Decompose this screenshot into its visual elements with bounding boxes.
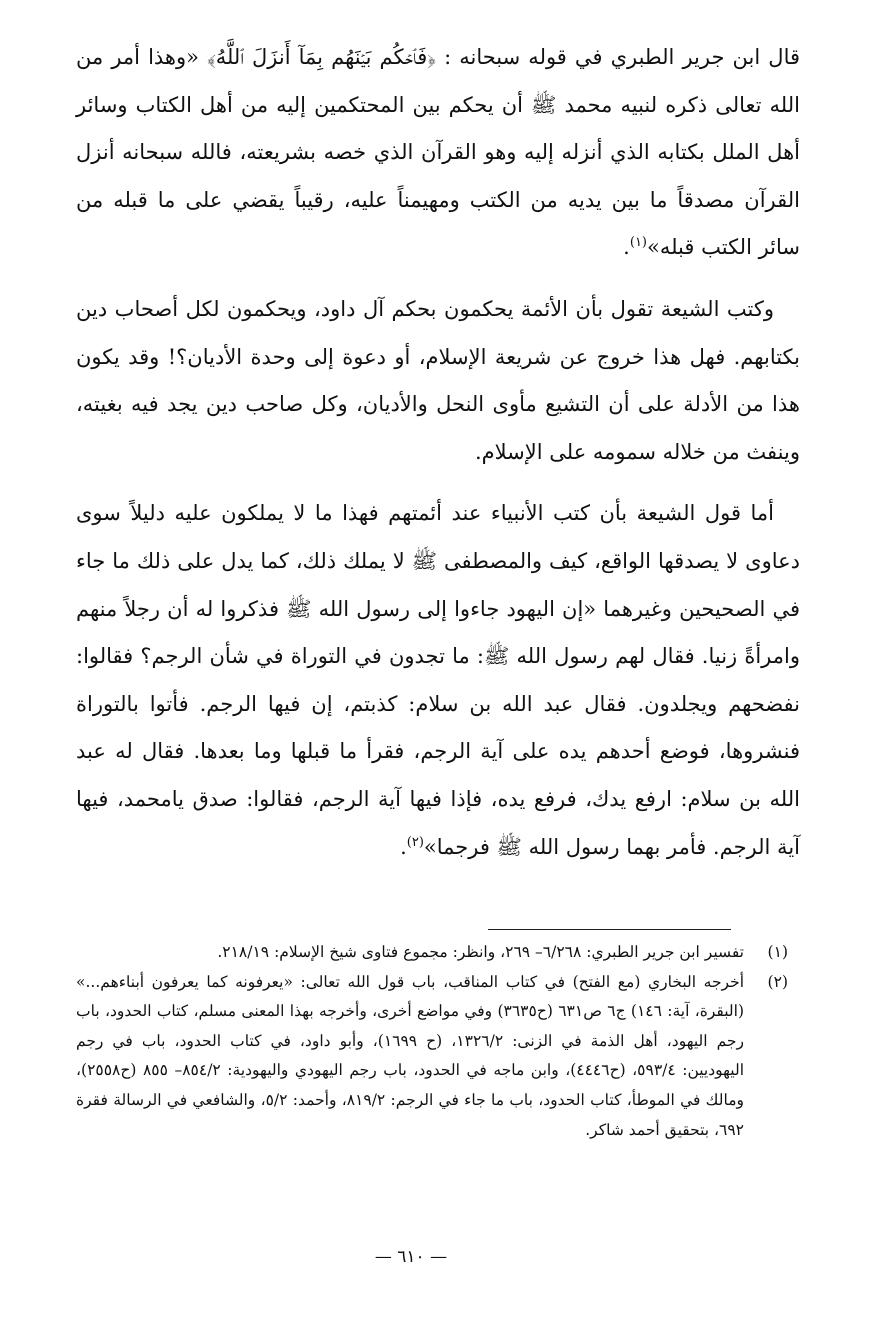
footnote-number: (١) bbox=[767, 943, 788, 961]
footnotes bbox=[76, 938, 788, 1145]
footnote-text: أخرجه البخاري (مع الفتح) في كتاب المناقب، باب قول الله تعالى: «يعرفونه كما يعرفون أبناءهم...» (البقرة، آية: ١٤٦) ج٦ ص٦٣١ (ح٣٦٣٥) وفي مواضع أخرى، وأخرجه بهذا المعنى مسلم، كتاب الحدود، باب رجم اليهود، أهل الذمة في الزنى: ١٣٢٦/٢، (ح ١٦٩٩)، وأبو داود، في كتاب الحدود، باب في رجم اليهوديين: ٥٩٣/٤، (ح٤٤٤٦)، وابن ماجه في الحدود، باب رجم اليهودي واليهودية: ٨٥٤/٢– ٨٥٥ (ح٢٥٥٨)، ومالك في الموطأ، كتاب الحدود، باب ما جاء في الرجم: ٨١٩/٢، وأحمد: ٥/٢، والشافعي في الرسالة فقرة ٦٩٢، بتحقيق أحمد شاكر. bbox=[76, 972, 745, 1139]
paragraph-tabari-quote bbox=[76, 34, 800, 272]
paragraph-text: وكتب الشيعة تقول بأن الأئمة يحكمون بحكم آل داود، ويحكمون لكل أصحاب دين بكتابهم. فهل هذا خروج عن شريعة الإسلام، أو دعوة إلى وحدة الأديان؟! وقد يكون هذا من الأدلة على أن التشيع مأوى النحل والأديان، وكل صاحب دين يجد فيه بغيته، وينفث من خلاله سمومه على الإسلام. bbox=[76, 296, 800, 464]
paragraph-text: أما قول الشيعة بأن كتب الأنبياء عند أئمتهم فهذا ما لا يملكون عليه دليلاً سوى دعاوى لا يصدقها الواقع، كيف والمصطفى ﷺ لا يملك ذلك، كما يدل على ذلك ما جاء في الصحيحين وغيرهما «إن اليهود جاءوا إلى رسول الله ﷺ فذكروا له أن رجلاً منهم وامرأةً زنيا. فقال لهم رسول الله ﷺ: ما تجدون في التوراة في شأن الرجم؟ فقالوا: نفضحهم ويجلدون. فقال عبد الله بن سلام: كذبتم، إن فيها الرجم. فأتوا بالتوراة فنشروها، فوضع أحدهم يده على آية الرجم، فقرأ ما قبلها وما بعدها. فقال له عبد الله بن سلام: ارفع يدك، فرفع يده، فإذا فيها آية الرجم، فقالوا: صدق يامحمد، فيها آية الرجم. فأمر بهما رسول الله ﷺ فرجما» bbox=[76, 501, 800, 859]
footnote-number: (٢) bbox=[767, 972, 788, 991]
footnote-item bbox=[76, 938, 788, 968]
paragraph-shia-books bbox=[76, 286, 800, 476]
footnote-separator bbox=[488, 929, 731, 930]
page-number: — ٦١٠ — bbox=[374, 1247, 448, 1267]
paragraph-tail: . bbox=[623, 235, 630, 260]
footnote-reference[interactable]: (٢) bbox=[406, 834, 424, 850]
paragraph-tail: . bbox=[400, 834, 407, 859]
paragraph-prophets-books bbox=[76, 490, 800, 871]
footnote-reference[interactable]: (١) bbox=[629, 235, 647, 251]
footnote-text: تفسير ابن جرير الطبري: ٦/٢٦٨– ٢٦٩، وانظر: مجموع فتاوى شيخ الإسلام: ٢١٨/١٩. bbox=[217, 943, 744, 961]
paragraph-text: قال ابن جرير الطبري في قوله سبحانه : ﴿فَٱحۡكُم بَيۡنَهُم بِمَآ أَنزَلَ ٱللَّهُ﴾ «وهذا أمر من الله تعالى ذكره لنبيه محمد ﷺ أن يحكم بين المحتكمين إليه من أهل الكتاب وسائر أهل الملل بكتابه الذي أنزله إليه وهو القرآن الذي خصه بشريعته، فالله سبحانه أنزل القرآن مصدقاً ما بين يديه من الكتب ومهيمناً عليه، رقيباً يقضي على ما قبله من سائر الكتب قبله» bbox=[76, 45, 801, 260]
footnote-item bbox=[76, 968, 788, 1146]
main-text bbox=[76, 34, 800, 885]
